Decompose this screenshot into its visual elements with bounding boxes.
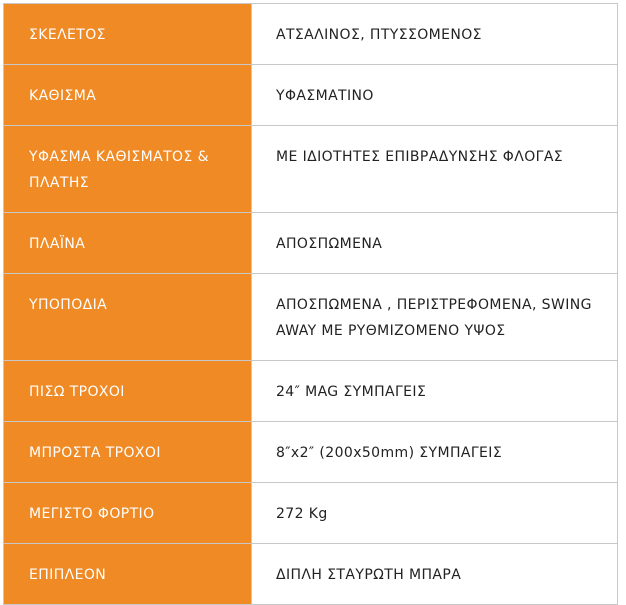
spec-row-rear-wheels bbox=[4, 361, 618, 422]
spec-row-extras bbox=[4, 544, 618, 605]
spec-value: 24″ MAG ΣΥΜΠΑΓΕΙΣ bbox=[252, 361, 618, 422]
spec-row-front-wheels bbox=[4, 422, 618, 483]
spec-value: ΑΤΣΑΛΙΝΟΣ, ΠΤΥΣΣΟΜΕΝΟΣ bbox=[252, 4, 618, 65]
spec-value: ΑΠΟΣΠΩΜΕΝΑ bbox=[252, 213, 618, 274]
spec-label: ΣΚΕΛΕΤΟΣ bbox=[4, 4, 252, 65]
specifications-table bbox=[3, 3, 618, 605]
spec-row-max-load bbox=[4, 483, 618, 544]
spec-value: ΔΙΠΛΗ ΣΤΑΥΡΩΤΗ ΜΠΑΡΑ bbox=[252, 544, 618, 605]
spec-row-footrests bbox=[4, 274, 618, 361]
spec-label: ΜΕΓΙΣΤΟ ΦΟΡΤΙΟ bbox=[4, 483, 252, 544]
spec-label: ΠΛΑΪΝΑ bbox=[4, 213, 252, 274]
spec-label: ΠΙΣΩ ΤΡΟΧΟΙ bbox=[4, 361, 252, 422]
spec-label: ΥΠΟΠΟΔΙΑ bbox=[4, 274, 252, 361]
spec-value: ΥΦΑΣΜΑΤΙΝΟ bbox=[252, 65, 618, 126]
spec-value: 8″x2″ (200x50mm) ΣΥΜΠΑΓΕΙΣ bbox=[252, 422, 618, 483]
spec-value: 272 Kg bbox=[252, 483, 618, 544]
spec-label: ΥΦΑΣΜΑ ΚΑΘΙΣΜΑΤΟΣ & ΠΛΑΤΗΣ bbox=[4, 126, 252, 213]
spec-row-frame bbox=[4, 4, 618, 65]
spec-value: ΜΕ ΙΔΙΟΤΗΤΕΣ ΕΠΙΒΡΑΔΥΝΣΗΣ ΦΛΟΓΑΣ bbox=[252, 126, 618, 213]
spec-label: ΕΠΙΠΛΕΟΝ bbox=[4, 544, 252, 605]
spec-value: ΑΠΟΣΠΩΜΕΝΑ , ΠΕΡΙΣΤΡΕΦΟΜΕΝΑ, SWING AWAY ΜΕ ΡΥΘΜΙΖΟΜΕΝΟ ΥΨΟΣ bbox=[252, 274, 618, 361]
spec-row-upholstery bbox=[4, 126, 618, 213]
spec-label: ΚΑΘΙΣΜΑ bbox=[4, 65, 252, 126]
spec-row-armrests bbox=[4, 213, 618, 274]
spec-label: ΜΠΡΟΣΤΑ ΤΡΟΧΟΙ bbox=[4, 422, 252, 483]
spec-row-seat bbox=[4, 65, 618, 126]
